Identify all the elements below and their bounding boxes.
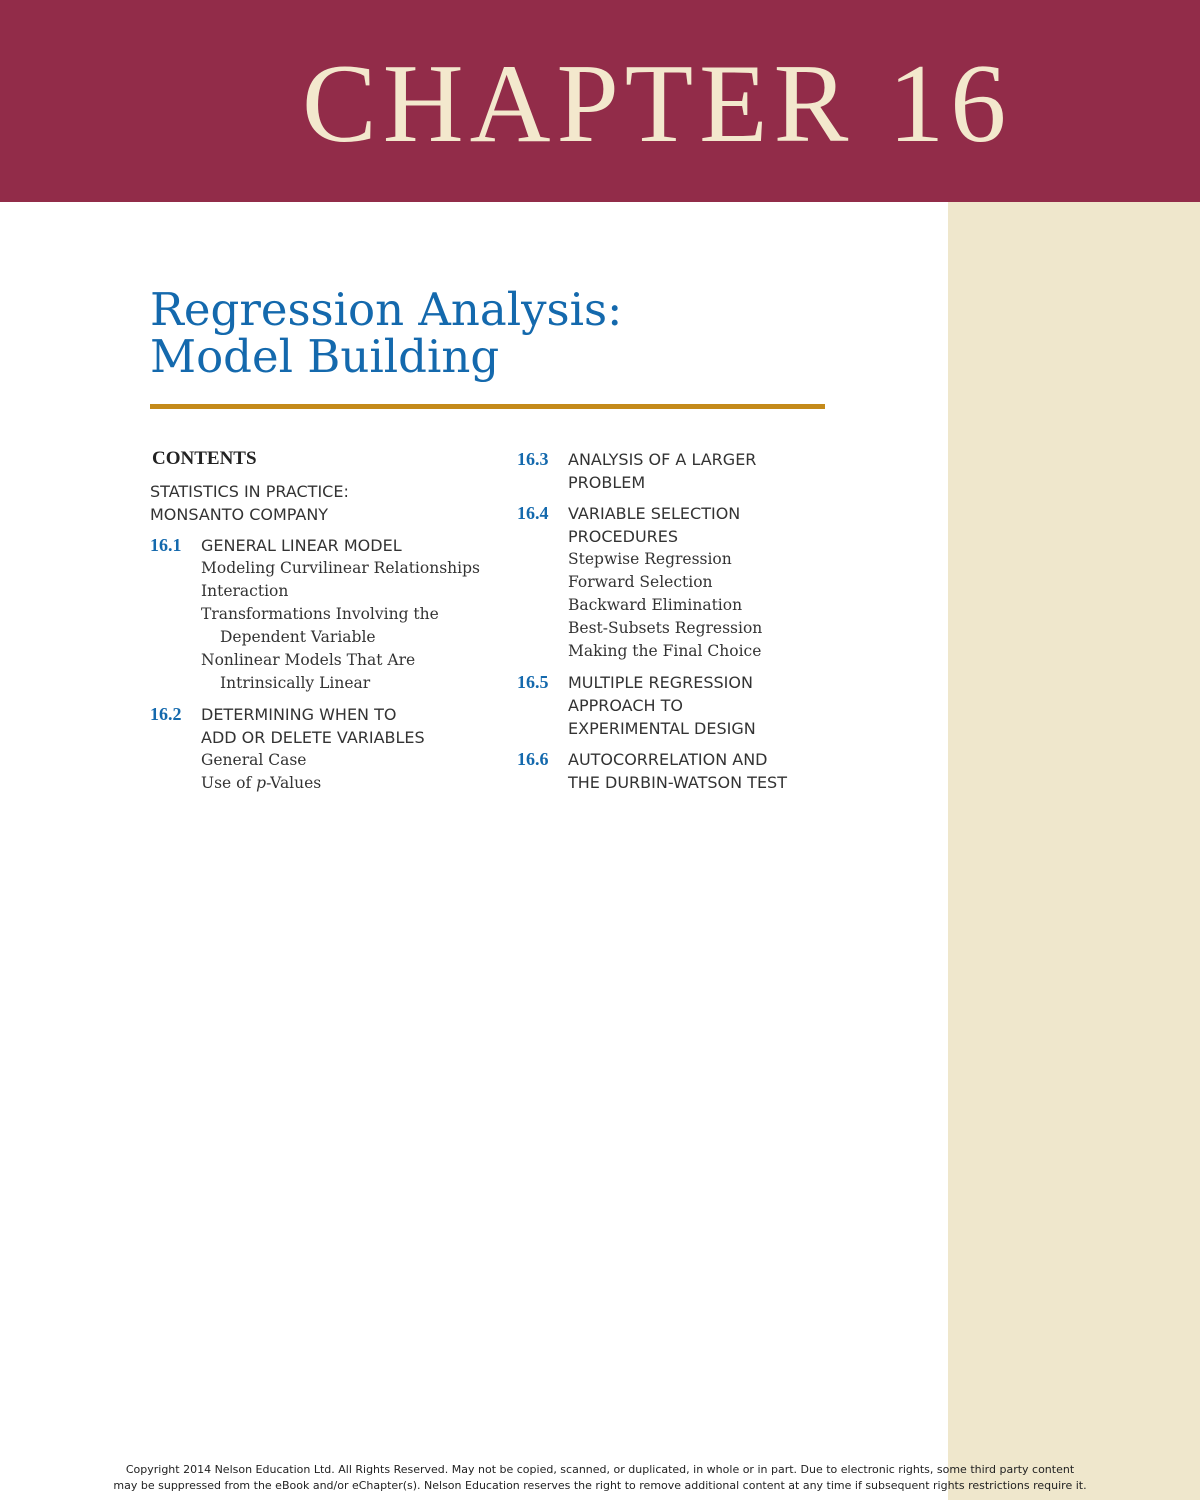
section-number: 16.5	[517, 672, 549, 692]
contents-intro[interactable]	[150, 480, 490, 526]
toc-section-16-1[interactable]	[150, 534, 490, 695]
toc-subsection-p-values[interactable]: Use of p-Values	[201, 774, 322, 792]
section-title: MULTIPLE REGRESSION	[568, 673, 753, 692]
copyright-notice	[90, 1462, 1110, 1494]
toc-section-16-4[interactable]	[517, 502, 837, 663]
side-band	[948, 202, 1200, 1500]
toc-subsection[interactable]: Interaction	[201, 582, 289, 600]
toc-section-16-2[interactable]	[150, 703, 490, 795]
chapter-title	[150, 283, 623, 383]
toc-subsection[interactable]: Best-Subsets Regression	[568, 619, 763, 637]
toc-section-16-3[interactable]	[517, 448, 837, 494]
section-title: APPROACH TO	[568, 696, 683, 715]
chapter-heading: CHAPTER 16	[302, 42, 1013, 166]
section-title: VARIABLE SELECTION	[568, 504, 741, 523]
chapter-title-line2: Model Building	[150, 330, 500, 383]
toc-subsection[interactable]: Backward Elimination	[568, 596, 743, 614]
toc-subsection[interactable]: Nonlinear Models That Are Intrinsically Linear	[201, 651, 416, 692]
title-divider	[150, 404, 825, 409]
section-title: AUTOCORRELATION AND	[568, 750, 768, 769]
intro-line: MONSANTO COMPANY	[150, 505, 329, 524]
section-title: PROCEDURES	[568, 527, 679, 546]
section-number: 16.6	[517, 749, 549, 769]
toc-subsection[interactable]: Forward Selection	[568, 573, 713, 591]
toc-subsection[interactable]: Stepwise Regression	[568, 550, 732, 568]
section-title: EXPERIMENTAL DESIGN	[568, 719, 756, 738]
toc-section-16-6[interactable]	[517, 748, 837, 794]
intro-line: STATISTICS IN PRACTICE:	[150, 482, 349, 501]
section-number: 16.3	[517, 449, 549, 469]
section-title: GENERAL LINEAR MODEL	[201, 536, 402, 555]
section-number: 16.1	[150, 535, 182, 555]
toc-subsection[interactable]: Modeling Curvilinear Relationships	[201, 559, 480, 577]
section-title: DETERMINING WHEN TO	[201, 705, 397, 724]
section-title: ANALYSIS OF A LARGER	[568, 450, 757, 469]
section-title: ADD OR DELETE VARIABLES	[201, 728, 425, 747]
toc-subsection[interactable]: General Case	[201, 751, 307, 769]
contents-column-left	[150, 448, 490, 803]
contents-column-right	[517, 448, 837, 802]
section-number: 16.4	[517, 503, 549, 523]
contents-label: CONTENTS	[152, 448, 257, 469]
copyright-line: Copyright 2014 Nelson Education Ltd. All Rights Reserved. May not be copied, scanned, or duplicated, in whole or in part. Due to electronic rights, some third party content	[125, 1463, 1075, 1476]
copyright-line: may be suppressed from the eBook and/or eChapter(s). Nelson Education reserves the right to remove additional content at any time if subsequent rights restrictions require it.	[113, 1479, 1087, 1492]
section-number: 16.2	[150, 704, 182, 724]
section-title: PROBLEM	[568, 473, 646, 492]
section-title: THE DURBIN-WATSON TEST	[568, 773, 787, 792]
chapter-title-line1: Regression Analysis:	[150, 283, 623, 336]
toc-section-16-5[interactable]	[517, 671, 837, 740]
toc-subsection[interactable]: Transformations Involving the Dependent Variable	[201, 605, 439, 646]
toc-subsection[interactable]: Making the Final Choice	[568, 642, 762, 660]
